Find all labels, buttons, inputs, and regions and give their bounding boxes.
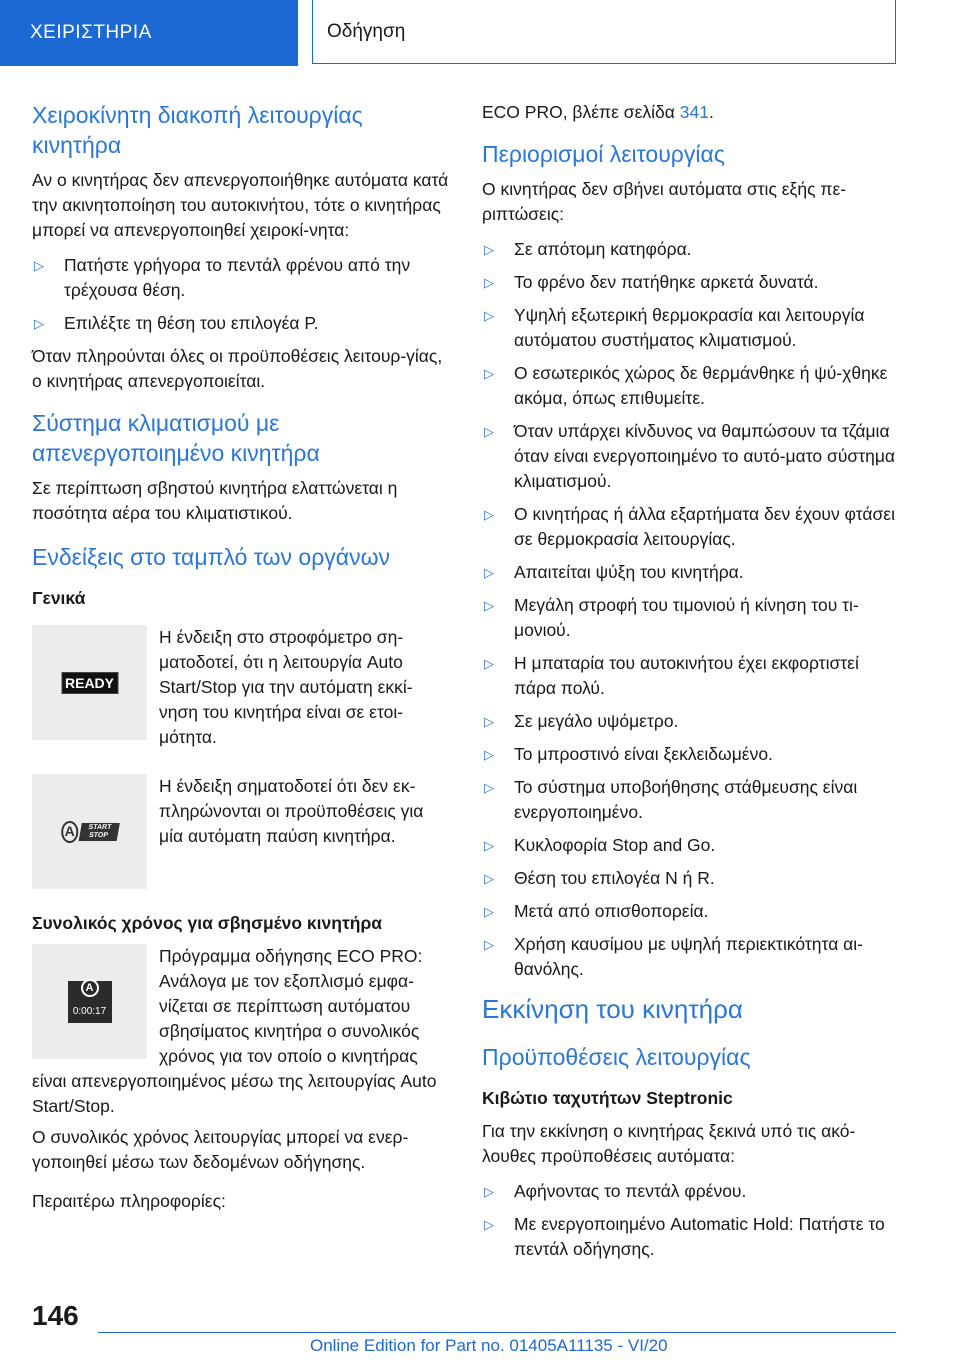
list-item: ▷ Σε απότομη κατηφόρα.	[482, 237, 898, 262]
list-item: ▷ Το μπροστινό είναι ξεκλειδωμένο.	[482, 742, 898, 767]
list-item: ▷ Η μπαταρία του αυτοκινήτου έχει εκφορτιστεί πάρα πολύ.	[484, 653, 859, 698]
start-conditions-list	[482, 1179, 898, 1262]
triangle-bullet-icon: ▷	[34, 316, 44, 331]
triangle-bullet-icon: ▷	[484, 747, 494, 762]
paragraph-climate: Σε περίπτωση σβηστού κινητήρα ελαττώνεται η ποσότητα αέρα του κλιματιστικού.	[32, 478, 398, 523]
triangle-bullet-icon: ▷	[484, 904, 494, 919]
footer-divider	[98, 1332, 896, 1333]
triangle-bullet-icon: ▷	[484, 507, 494, 522]
auto-start-stop-icon: A	[61, 821, 79, 843]
list-item: ▷ Το φρένο δεν πατήθηκε αρκετά δυνατά.	[482, 270, 898, 295]
auto-start-stop-icon: A	[81, 979, 99, 997]
startstop-indicator-image	[32, 774, 147, 889]
chapter-title: Οδήγηση	[312, 0, 896, 64]
triangle-bullet-icon: ▷	[484, 871, 494, 886]
list-item: ▷ Ο κινητήρας ή άλλα εξαρτήματα δεν έχουν φτάσει σε θερμοκρασία λειτουργίας.	[484, 504, 895, 549]
list-item: ▷ Το σύστημα υποβοήθησης στάθμευσης είναι ενεργοποιημένο.	[484, 777, 858, 822]
triangle-bullet-icon: ▷	[484, 424, 494, 439]
list-item: ▷ Χρήση καυσίμου με υψηλή περιεκτικότητα αι-θανόλης.	[484, 934, 864, 979]
list-item: ▷ Θέση του επιλογέα N ή R.	[482, 866, 898, 891]
list-item: ▷ Ο εσωτερικός χώρος δε θερμάνθηκε ή ψύ-χθηκε ακόμα, όπως επιθυμείτε.	[484, 363, 888, 408]
timer-indicator-block	[32, 944, 450, 1119]
paragraph-gearbox: Για την εκκίνηση ο κινητήρας ξεκινά υπό τις ακό-λουθες προϋποθέσεις αυτόματα:	[482, 1121, 856, 1166]
triangle-bullet-icon: ▷	[484, 838, 494, 853]
paragraph-eco-pro: ECO PRO, βλέπε σελίδα 341.	[482, 102, 714, 122]
paragraph-ready: Η ένδειξη στο στροφόμετρο ση-ματοδοτεί, ότι η λειτουργία Auto Start/Stop για την αυτόματη εκκί-νηση του κινητήρα είναι σε ετοι-μότητα.	[159, 627, 413, 747]
ready-indicator-block	[32, 625, 450, 760]
heading-gearbox: Κιβώτιο ταχυτήτων Steptronic	[482, 1088, 733, 1108]
section-tab: ΧΕΙΡΙΣΤΗΡΙΑ	[0, 0, 298, 66]
list-item: ▷ Σε μεγάλο υψόμετρο.	[482, 709, 898, 734]
manual-stop-list	[32, 253, 450, 336]
list-item: ▷ Κυκλοφορία Stop and Go.	[482, 833, 898, 858]
ready-label: READY	[61, 672, 118, 694]
list-item: ▷ Απαιτείται ψύξη του κινητήρα.	[482, 560, 898, 585]
triangle-bullet-icon: ▷	[484, 242, 494, 257]
list-item: ▷ Μεγάλη στροφή του τιμονιού ή κίνηση του τι-μονιού.	[484, 595, 859, 640]
triangle-bullet-icon: ▷	[484, 937, 494, 952]
triangle-bullet-icon: ▷	[484, 598, 494, 613]
timer-indicator-image	[32, 944, 147, 1059]
triangle-bullet-icon: ▷	[484, 308, 494, 323]
right-column	[482, 100, 898, 1270]
list-item: ▷ Όταν υπάρχει κίνδυνος να θαμπώσουν τα τζάμια όταν είναι ενεργοποιημένο το αυτό-ματο σύστημα κλιματισμού.	[484, 421, 896, 491]
paragraph-manual-stop: Αν ο κινητήρας δεν απενεργοποιήθηκε αυτόματα κατά την ακινητοποίηση του αυτοκινήτου, τότε ο κινητήρας μπορεί να απενεργοποιηθεί χειροκί-νητα:	[32, 170, 449, 240]
triangle-bullet-icon: ▷	[484, 1184, 494, 1199]
paragraph-when-met: Όταν πληρούνται όλες οι προϋποθέσεις λειτουρ-γίας, ο κινητήρας απενεργοποιείται.	[32, 346, 443, 391]
list-item: ▷ Με ενεργοποιημένο Automatic Hold: Πατήστε το πεντάλ οδήγησης.	[484, 1214, 885, 1259]
heading-manual-stop: Χειροκίνητη διακοπή λειτουργίας κινητήρα	[32, 102, 363, 158]
paragraph-more: Περαιτέρω πληροφορίες:	[32, 1191, 226, 1211]
triangle-bullet-icon: ▷	[34, 258, 44, 273]
heading-total-time: Συνολικός χρόνος για σβησμένο κινητήρα	[32, 913, 383, 933]
list-item: ▷ Αφήνοντας το πεντάλ φρένου.	[482, 1179, 898, 1204]
triangle-bullet-icon: ▷	[484, 1217, 494, 1232]
startstop-indicator-block	[32, 774, 450, 893]
triangle-bullet-icon: ▷	[484, 714, 494, 729]
ready-indicator-image	[32, 625, 147, 740]
triangle-bullet-icon: ▷	[484, 780, 494, 795]
paragraph-startstop: Η ένδειξη σηματοδοτεί ότι δεν εκ-πληρώνονται οι προϋποθέσεις για μία αυτόματη παύση κινητήρα.	[159, 776, 424, 846]
left-column	[32, 100, 450, 1224]
triangle-bullet-icon: ▷	[484, 366, 494, 381]
heading-climate: Σύστημα κλιματισμού με απενεργοποιημένο κινητήρα	[32, 410, 320, 466]
timer-value: 0:00:17	[72, 1006, 107, 1017]
edition-note: Online Edition for Part no. 01405A11135 - VI/20	[310, 1336, 668, 1355]
list-item: ▷ Πατήστε γρήγορα το πεντάλ φρένου από την τρέχουσα θέση.	[34, 255, 411, 300]
paragraph-reset: Ο συνολικός χρόνος λειτουργίας μπορεί να ενερ-γοποιηθεί μέσω των δεδομένων οδήγησης.	[32, 1127, 409, 1172]
paragraph-total-time: Πρόγραμμα οδήγησης ECO PRO: Ανάλογα με τον εξοπλισμό εμφα-νίζεται σε περίπτωση αυτόματου σβησίματος κινητήρα ο συνολικός χρόνος για τον οποίο ο κινητήρας είναι απενεργοποιημένος μέσω της λειτουργίας Auto Start/Stop.	[32, 946, 437, 1116]
heading-limits: Περιορισμοί λειτουργίας	[482, 141, 725, 167]
heading-engine-start: Εκκίνηση του κινητήρα	[482, 994, 743, 1024]
triangle-bullet-icon: ▷	[484, 275, 494, 290]
heading-conditions: Προϋποθέσεις λειτουργίας	[482, 1044, 751, 1070]
limits-list	[482, 237, 898, 982]
page-link[interactable]: 341	[679, 102, 709, 122]
page-number: 146	[32, 1300, 79, 1331]
list-item: ▷ Μετά από οπισθοπορεία.	[482, 899, 898, 924]
list-item: ▷ Επιλέξτε τη θέση του επιλογέα P.	[32, 311, 450, 336]
paragraph-limits: Ο κινητήρας δεν σβήνει αυτόματα στις εξής πε-ριπτώσεις:	[482, 179, 847, 224]
heading-indicators: Ενδείξεις στο ταμπλό των οργάνων	[32, 544, 391, 570]
start-stop-label: START STOP	[79, 823, 120, 841]
list-item: ▷ Υψηλή εξωτερική θερμοκρασία και λειτουργία αυτόματου συστήματος κλιματισμού.	[484, 305, 865, 350]
triangle-bullet-icon: ▷	[484, 565, 494, 580]
triangle-bullet-icon: ▷	[484, 656, 494, 671]
heading-general: Γενικά	[32, 588, 86, 608]
